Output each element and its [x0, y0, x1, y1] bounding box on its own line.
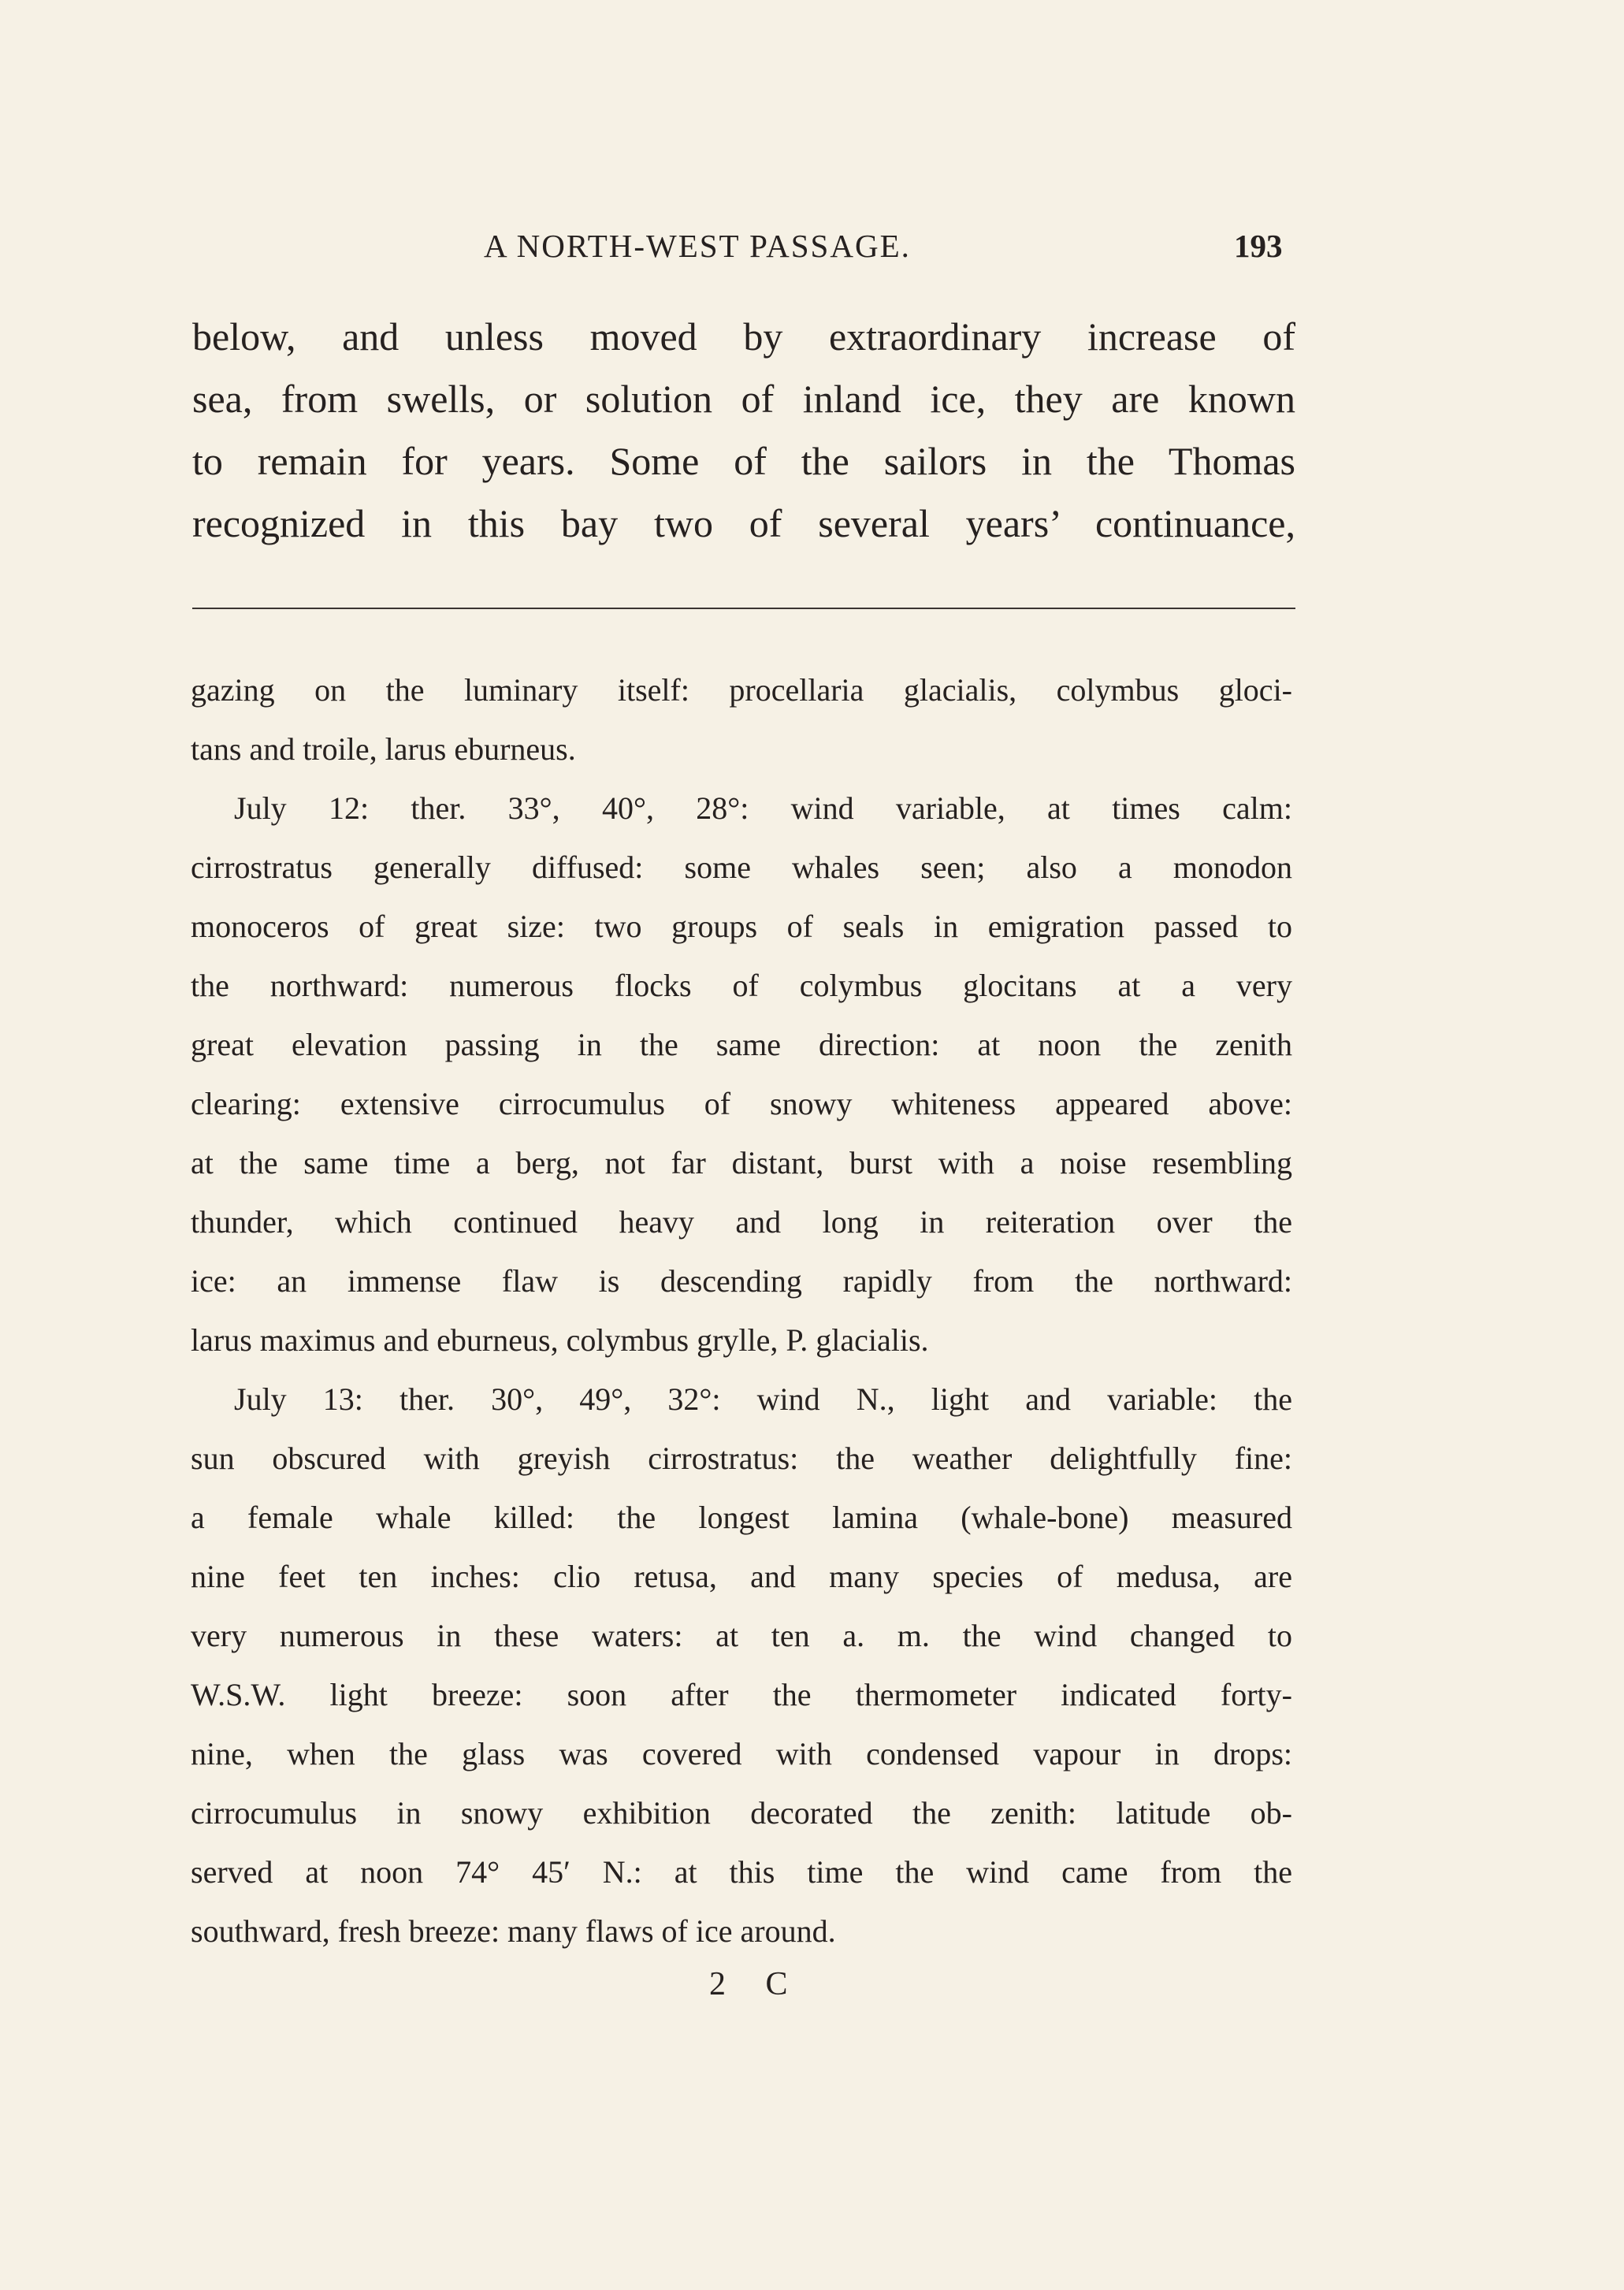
footnote-line: a female whale killed: the longest lamina (whale-bone) measured: [191, 1500, 1292, 1535]
footnote-line: great elevation passing in the same direction: at noon the zenith: [191, 1027, 1292, 1062]
page-number: 193: [1234, 228, 1283, 264]
footnote-line: July 12: ther. 33°, 40°, 28°: wind variable, at times calm:: [234, 790, 1292, 826]
footnote-line: thunder, which continued heavy and long in reiteration over the: [191, 1204, 1292, 1240]
footnote-line: very numerous in these waters: at ten a. m. the wind changed to: [191, 1618, 1292, 1653]
footnote-line: July 13: ther. 30°, 49°, 32°: wind N., light and variable: the: [234, 1381, 1292, 1417]
footnote-line: at the same time a berg, not far distant, burst with a noise resembling: [191, 1145, 1292, 1180]
main-text-line: below, and unless moved by extraordinary increase of: [192, 314, 1295, 359]
footnote-line: monoceros of great size: two groups of seals in emigration passed to: [191, 909, 1292, 944]
footnote-line: sun obscured with greyish cirrostratus: the weather delightfully fine:: [191, 1441, 1292, 1476]
running-title: A NORTH-WEST PASSAGE.: [484, 228, 911, 264]
footnote-line: tans and troile, larus eburneus.: [191, 731, 576, 767]
main-text-line: to remain for years. Some of the sailors in the Thomas: [192, 439, 1295, 483]
main-text-line: sea, from swells, or solution of inland ice, they are known: [192, 377, 1295, 421]
footnote-line: cirrostratus generally diffused: some whales seen; also a monodon: [191, 849, 1292, 885]
footnote-line: nine, when the glass was covered with condensed vapour in drops:: [191, 1736, 1292, 1771]
footnote-line: W.S.W. light breeze: soon after the thermometer indicated forty-: [191, 1677, 1292, 1712]
signature-mark: 2 C: [709, 1966, 804, 2002]
footnote-divider: [192, 608, 1295, 609]
footnote-line: gazing on the luminary itself: procellaria glacialis, colymbus gloci-: [191, 672, 1292, 708]
footnote-line: clearing: extensive cirrocumulus of snowy whiteness appeared above:: [191, 1086, 1292, 1121]
footnote-line: southward, fresh breeze: many flaws of ice around.: [191, 1913, 836, 1949]
footnote-line: the northward: numerous flocks of colymbus glocitans at a very: [191, 968, 1292, 1003]
footnote-line: ice: an immense flaw is descending rapidly from the northward:: [191, 1263, 1292, 1299]
footnote-line: larus maximus and eburneus, colymbus grylle, P. glacialis.: [191, 1322, 929, 1358]
footnote-line: nine feet ten inches: clio retusa, and many species of medusa, are: [191, 1559, 1292, 1594]
footnote-line: served at noon 74° 45′ N.: at this time the wind came from the: [191, 1854, 1292, 1890]
footnote-line: cirrocumulus in snowy exhibition decorated the zenith: latitude ob-: [191, 1795, 1292, 1831]
main-text-line: recognized in this bay two of several years’ continuance,: [192, 501, 1295, 545]
